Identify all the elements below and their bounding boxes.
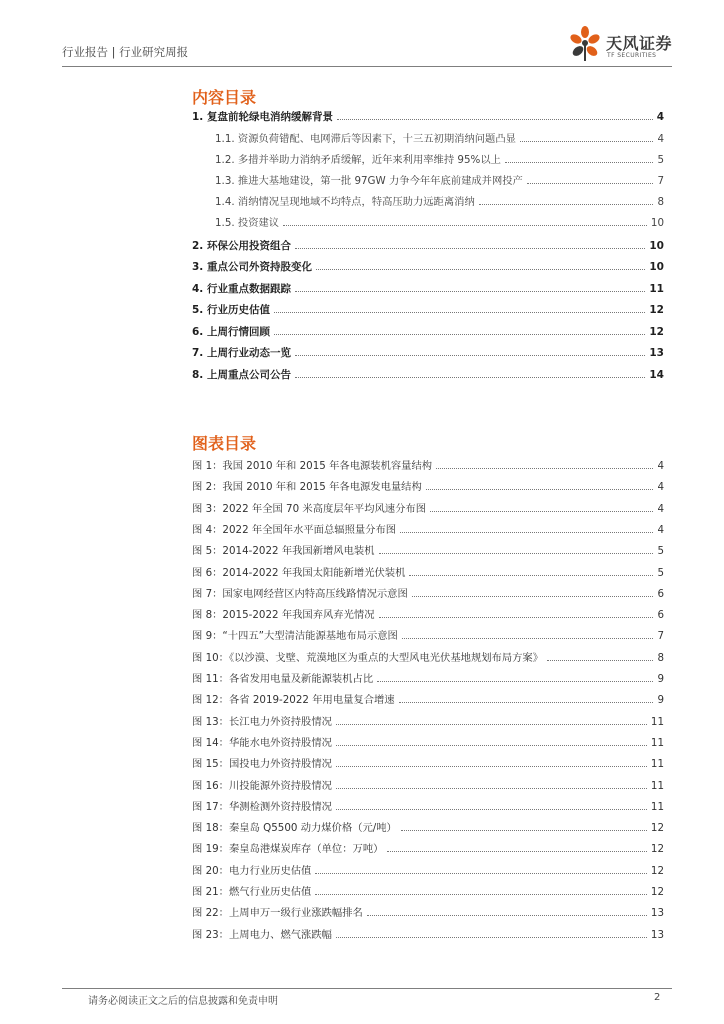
figure-entry-page: 12 bbox=[650, 822, 664, 835]
toc-entry-page: 10 bbox=[649, 240, 664, 252]
figure-entry[interactable] bbox=[192, 926, 664, 942]
toc-entry-page: 10 bbox=[650, 217, 664, 229]
leader-dots bbox=[430, 511, 653, 512]
figure-entry[interactable] bbox=[192, 840, 664, 856]
toc-entry-page: 13 bbox=[649, 347, 664, 359]
leader-dots bbox=[520, 141, 654, 142]
leader-dots bbox=[436, 468, 653, 469]
figure-entry[interactable] bbox=[192, 777, 664, 793]
toc-entry-label: 1.2. 多措并举助力消纳矛盾缓解，近年来利用率维持 95%以上 bbox=[215, 154, 501, 166]
figure-entry-label: 图 6：2014-2022 年我国太阳能新增光伏装机 bbox=[192, 566, 406, 579]
figure-entry-label: 图 7：国家电网经营区内特高压线路情况示意图 bbox=[192, 587, 408, 600]
figure-entry-label: 图 13：长江电力外资持股情况 bbox=[192, 715, 332, 728]
toc-entry-page: 5 bbox=[657, 154, 664, 166]
figure-entry-label: 图 12：各省 2019-2022 年用电量复合增速 bbox=[192, 694, 395, 707]
company-logo bbox=[568, 24, 678, 64]
header-divider bbox=[62, 66, 672, 67]
leader-dots bbox=[379, 553, 654, 554]
figure-entry-page: 6 bbox=[657, 587, 664, 600]
leader-dots bbox=[283, 225, 647, 226]
figure-entry[interactable] bbox=[192, 478, 664, 494]
figure-entry[interactable] bbox=[192, 564, 664, 580]
toc-entry[interactable] bbox=[215, 151, 664, 167]
figure-entry-label: 图 18：秦皇岛 Q5500 动力煤价格（元/吨） bbox=[192, 822, 397, 835]
figure-entry-label: 图 8：2015-2022 年我国弃风弃光情况 bbox=[192, 609, 375, 622]
leader-dots bbox=[367, 915, 647, 916]
figure-entry-page: 11 bbox=[650, 736, 664, 749]
figure-entry-page: 4 bbox=[657, 460, 664, 472]
toc-entry[interactable] bbox=[192, 280, 664, 296]
leader-dots bbox=[426, 489, 654, 490]
figure-entry-page: 13 bbox=[650, 907, 664, 920]
toc-entry-label: 1.1. 资源负荷错配、电网滞后等因素下，十三五初期消纳问题凸显 bbox=[215, 133, 516, 145]
toc-entry-page: 10 bbox=[649, 261, 664, 273]
logo-name-en: TF SECURITIES bbox=[607, 52, 657, 59]
figure-entry-page: 9 bbox=[657, 673, 664, 685]
figure-entry[interactable] bbox=[192, 691, 664, 707]
toc-entry-page: 7 bbox=[657, 175, 664, 187]
toc-entry[interactable] bbox=[192, 108, 664, 124]
leader-dots bbox=[295, 377, 645, 378]
toc-entry-page: 12 bbox=[649, 304, 664, 316]
figure-entry-label: 图 16：川投能源外资持股情况 bbox=[192, 779, 332, 792]
toc-entry[interactable] bbox=[192, 366, 664, 382]
figure-entry-label: 图 2：我国 2010 年和 2015 年各电源发电量结构 bbox=[192, 481, 422, 494]
footer-divider bbox=[62, 988, 672, 989]
toc-entry-label: 1.5. 投资建议 bbox=[215, 217, 280, 229]
figure-entry[interactable] bbox=[192, 542, 664, 558]
figure-entry-page: 13 bbox=[650, 928, 664, 941]
toc-entry[interactable] bbox=[215, 130, 664, 146]
figure-entry[interactable] bbox=[192, 670, 664, 686]
figure-entry[interactable] bbox=[192, 627, 664, 643]
toc-entry-label: 4. 行业重点数据跟踪 bbox=[192, 283, 291, 295]
figure-entry-page: 5 bbox=[657, 545, 664, 558]
toc-entry-label: 1.4. 消纳情况呈现地域不均特点，特高压助力远距离消纳 bbox=[215, 196, 475, 208]
leader-dots bbox=[527, 183, 654, 184]
toc-title: 内容目录 bbox=[192, 88, 257, 107]
toc-entry[interactable] bbox=[192, 258, 664, 274]
leader-dots bbox=[401, 830, 647, 831]
figure-entry[interactable] bbox=[192, 798, 664, 814]
toc-entry-label: 6. 上周行情回顾 bbox=[192, 326, 270, 338]
figure-entry-label: 图 17：华测检测外资持股情况 bbox=[192, 800, 332, 813]
toc-entry-page: 4 bbox=[657, 133, 664, 145]
leader-dots bbox=[336, 937, 647, 938]
figure-entry-page: 7 bbox=[657, 630, 664, 643]
toc-entry-label: 8. 上周重点公司公告 bbox=[192, 369, 291, 381]
figure-entry-label: 图 19：秦皇岛港煤炭库存（单位：万吨） bbox=[192, 843, 384, 856]
figure-entry-label: 图 15：国投电力外资持股情况 bbox=[192, 758, 332, 771]
leader-dots bbox=[315, 873, 647, 874]
toc-entry-label: 5. 行业历史估值 bbox=[192, 304, 270, 316]
toc-entry-label: 7. 上周行业动态一览 bbox=[192, 347, 291, 359]
leader-dots bbox=[402, 638, 654, 639]
toc-entry-page: 11 bbox=[649, 283, 664, 295]
toc-entry[interactable] bbox=[215, 214, 664, 230]
leader-dots bbox=[295, 291, 645, 292]
toc-entry-page: 12 bbox=[649, 326, 664, 338]
figure-entry-label: 图 22：上周申万一级行业涨跌幅排名 bbox=[192, 907, 363, 920]
leader-dots bbox=[400, 532, 653, 533]
leader-dots bbox=[336, 745, 647, 746]
leader-dots bbox=[336, 724, 647, 725]
figure-entry[interactable] bbox=[192, 585, 664, 601]
leader-dots bbox=[274, 312, 645, 313]
toc-entry-page: 8 bbox=[657, 196, 664, 208]
figure-entry[interactable] bbox=[192, 819, 664, 835]
toc-entry-label: 3. 重点公司外资持股变化 bbox=[192, 261, 312, 273]
toc-entry-label: 1.3. 推进大基地建设，第一批 97GW 力争今年年底前建成并网投产 bbox=[215, 175, 523, 187]
figure-entry[interactable] bbox=[192, 649, 664, 665]
figure-entry-label: 图 1：我国 2010 年和 2015 年各电源装机容量结构 bbox=[192, 460, 433, 472]
leader-dots bbox=[336, 766, 647, 767]
toc-entry[interactable] bbox=[192, 323, 664, 339]
figure-entry-page: 12 bbox=[650, 843, 664, 856]
toc-entry[interactable] bbox=[192, 237, 664, 253]
figure-entry[interactable] bbox=[192, 457, 664, 473]
leader-dots bbox=[316, 269, 645, 270]
figure-entry-label: 图 20：电力行业历史估值 bbox=[192, 864, 312, 877]
figure-entry-page: 4 bbox=[657, 502, 664, 515]
figure-entry[interactable] bbox=[192, 606, 664, 622]
figure-entry-label: 图 9：“十四五”大型清洁能源基地布局示意图 bbox=[192, 630, 398, 643]
leader-dots bbox=[315, 894, 647, 895]
figure-entry-page: 11 bbox=[650, 758, 664, 771]
report-category: 行业报告 | 行业研究周报 bbox=[62, 45, 189, 59]
figure-entry-page: 11 bbox=[650, 715, 664, 728]
figure-entry[interactable] bbox=[192, 883, 664, 899]
figure-entry[interactable] bbox=[192, 755, 664, 771]
leader-dots bbox=[505, 162, 654, 163]
toc-entry[interactable] bbox=[192, 344, 664, 360]
toc-entry-page: 4 bbox=[656, 111, 664, 123]
figure-entry[interactable] bbox=[192, 521, 664, 537]
figure-entry-label: 图 4：2022 年全国年水平面总辐照量分布图 bbox=[192, 523, 397, 536]
leader-dots bbox=[295, 355, 645, 356]
toc-entry-label: 2. 环保公用投资组合 bbox=[192, 240, 291, 252]
figure-entry-page: 11 bbox=[650, 779, 664, 792]
leader-dots bbox=[379, 617, 654, 618]
toc-entry-label: 1. 复盘前轮绿电消纳缓解背景 bbox=[192, 111, 333, 123]
leader-dots bbox=[547, 660, 653, 661]
figure-entry-page: 9 bbox=[657, 694, 664, 707]
toc-entry[interactable] bbox=[215, 193, 664, 209]
leader-dots bbox=[479, 204, 654, 205]
figure-entry-label: 图 11：各省发用电量及新能源装机占比 bbox=[192, 673, 374, 685]
footer-disclaimer: 请务必阅读正文之后的信息披露和免责申明 bbox=[88, 996, 278, 1007]
toc-entry[interactable] bbox=[192, 301, 664, 317]
figure-entry[interactable] bbox=[192, 862, 664, 878]
figure-entry-page: 8 bbox=[657, 651, 664, 664]
figure-entry[interactable] bbox=[192, 904, 664, 920]
leader-dots bbox=[412, 596, 654, 597]
leader-dots bbox=[387, 851, 646, 852]
toc-entry-page: 14 bbox=[649, 369, 664, 381]
leader-dots bbox=[409, 575, 653, 576]
figure-entry-label: 图 5：2014-2022 年我国新增风电装机 bbox=[192, 545, 375, 558]
logo-name: 天风证券 bbox=[606, 34, 673, 53]
figure-entry-page: 11 bbox=[650, 800, 664, 813]
leader-dots bbox=[337, 119, 653, 120]
page-number: 2 bbox=[654, 992, 661, 1003]
leader-dots bbox=[399, 702, 654, 703]
toc-entry[interactable] bbox=[215, 172, 664, 188]
leader-dots bbox=[274, 334, 645, 335]
figures-title: 图表目录 bbox=[192, 434, 257, 453]
flower-logo-icon bbox=[568, 24, 602, 62]
figure-entry-page: 6 bbox=[657, 609, 664, 622]
leader-dots bbox=[336, 809, 647, 810]
figure-entry-label: 图 23：上周电力、燃气涨跌幅 bbox=[192, 928, 332, 941]
figure-entry-page: 12 bbox=[650, 864, 664, 877]
figure-entry-label: 图 10：《以沙漠、戈壁、荒漠地区为重点的大型风电光伏基地规划布局方案》 bbox=[192, 651, 544, 664]
figure-entry-label: 图 3：2022 年全国 70 米高度层年平均风速分布图 bbox=[192, 502, 426, 515]
figure-entry-page: 4 bbox=[657, 481, 664, 494]
leader-dots bbox=[295, 248, 645, 249]
figure-entry[interactable] bbox=[192, 500, 664, 516]
figure-entry-label: 图 21：燃气行业历史估值 bbox=[192, 886, 312, 898]
figure-entry-label: 图 14：华能水电外资持股情况 bbox=[192, 736, 332, 749]
figure-entry[interactable] bbox=[192, 734, 664, 750]
leader-dots bbox=[377, 681, 653, 682]
leader-dots bbox=[336, 788, 647, 789]
figure-entry-page: 5 bbox=[657, 566, 664, 579]
figure-entry-page: 12 bbox=[650, 886, 664, 898]
figure-entry[interactable] bbox=[192, 713, 664, 729]
figure-entry-page: 4 bbox=[657, 523, 664, 536]
